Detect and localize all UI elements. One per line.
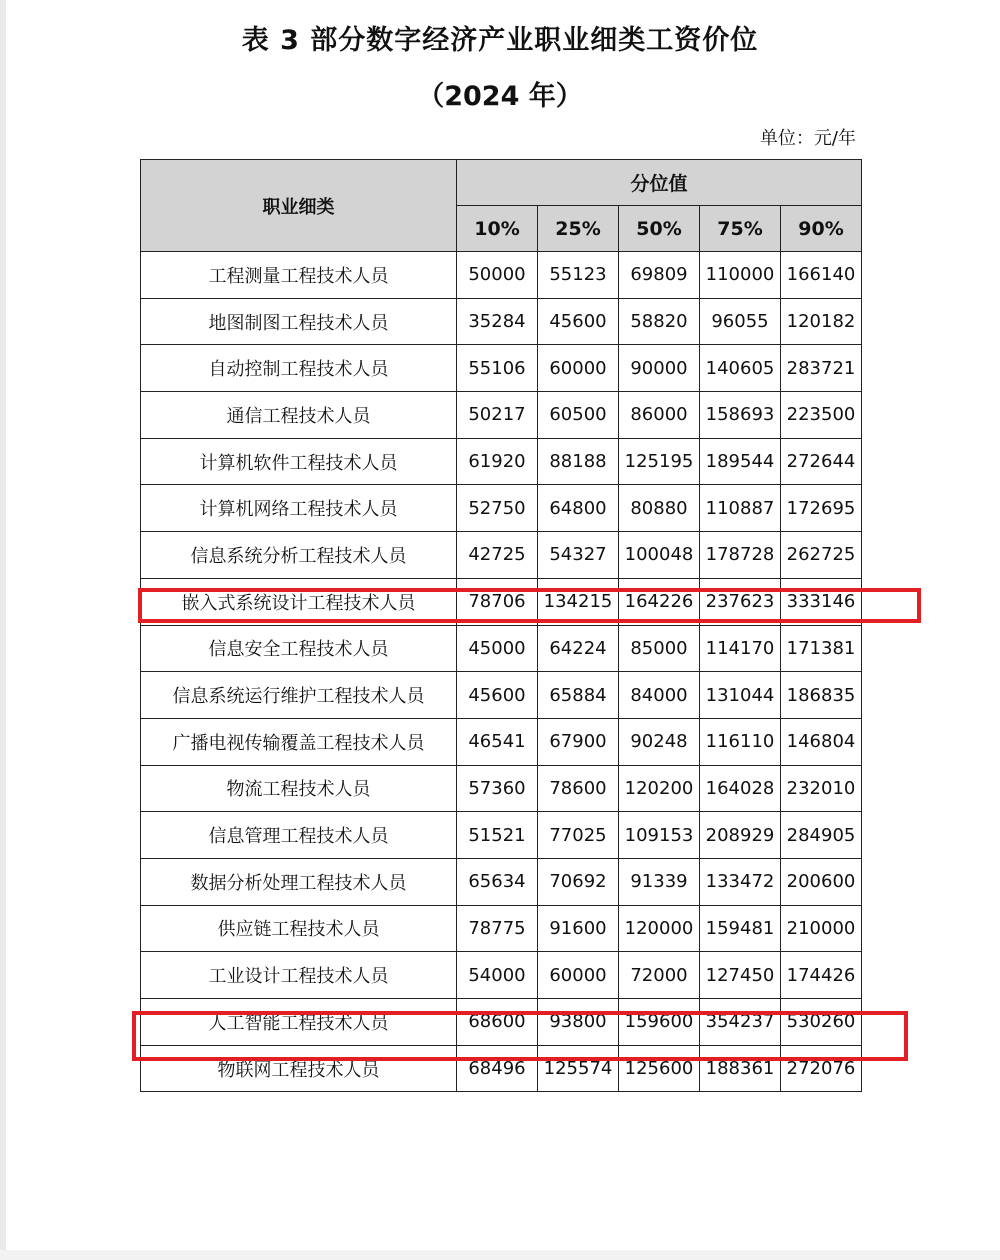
wage-value: 131044 [700, 672, 781, 719]
wage-value: 78706 [457, 578, 538, 625]
wage-value: 164226 [619, 578, 700, 625]
wage-value: 96055 [700, 298, 781, 345]
percentile-header: 25% [538, 206, 619, 252]
wage-value: 186835 [781, 672, 862, 719]
wage-value: 110887 [700, 485, 781, 532]
wage-value: 272076 [781, 1045, 862, 1092]
wage-value: 164028 [700, 765, 781, 812]
wage-value: 55106 [457, 345, 538, 392]
wage-value: 333146 [781, 578, 862, 625]
wage-value: 354237 [700, 999, 781, 1046]
table-subtitle: （2024 年） [417, 81, 583, 112]
wage-value: 68600 [457, 999, 538, 1046]
wage-value: 200600 [781, 858, 862, 905]
page-left-edge [0, 0, 6, 1260]
occupation-name: 物联网工程技术人员 [141, 1045, 457, 1092]
wage-value: 51521 [457, 812, 538, 859]
occupation-name: 人工智能工程技术人员 [141, 999, 457, 1046]
wage-value: 223500 [781, 392, 862, 439]
occupation-name: 计算机软件工程技术人员 [141, 438, 457, 485]
wage-value: 134215 [538, 578, 619, 625]
wage-value: 50000 [457, 252, 538, 299]
wage-value: 45600 [538, 298, 619, 345]
wage-value: 85000 [619, 625, 700, 672]
wage-value: 120000 [619, 905, 700, 952]
wage-value: 72000 [619, 952, 700, 999]
highlight-box-ai [132, 1011, 908, 1061]
table-title: 表 3 部分数字经济产业职业细类工资价位 [241, 25, 759, 56]
percentile-header: 50% [619, 206, 700, 252]
occupation-name: 信息安全工程技术人员 [141, 625, 457, 672]
occupation-name: 供应链工程技术人员 [141, 905, 457, 952]
wage-value: 109153 [619, 812, 700, 859]
wage-value: 178728 [700, 532, 781, 579]
wage-value: 174426 [781, 952, 862, 999]
wage-value: 68496 [457, 1045, 538, 1092]
table-row [141, 672, 862, 719]
table-row [141, 905, 862, 952]
wage-value: 80880 [619, 485, 700, 532]
wage-value: 120200 [619, 765, 700, 812]
percentile-group-header: 分位值 [457, 160, 862, 206]
wage-value: 283721 [781, 345, 862, 392]
wage-value: 91339 [619, 858, 700, 905]
wage-value: 90248 [619, 718, 700, 765]
wage-value: 35284 [457, 298, 538, 345]
table-row [141, 625, 862, 672]
wage-value: 127450 [700, 952, 781, 999]
wage-value: 69809 [619, 252, 700, 299]
wage-value: 159481 [700, 905, 781, 952]
wage-value: 284905 [781, 812, 862, 859]
occupation-name: 信息系统分析工程技术人员 [141, 532, 457, 579]
wage-value: 125195 [619, 438, 700, 485]
wage-value: 208929 [700, 812, 781, 859]
occupation-name: 信息系统运行维护工程技术人员 [141, 672, 457, 719]
wage-value: 188361 [700, 1045, 781, 1092]
wage-value: 100048 [619, 532, 700, 579]
wage-value: 110000 [700, 252, 781, 299]
wage-value: 78775 [457, 905, 538, 952]
wage-value: 93800 [538, 999, 619, 1046]
wage-value: 530260 [781, 999, 862, 1046]
wage-value: 70692 [538, 858, 619, 905]
wage-value: 140605 [700, 345, 781, 392]
table-row [141, 438, 862, 485]
wage-value: 65884 [538, 672, 619, 719]
table-row [141, 765, 862, 812]
wage-value: 60000 [538, 345, 619, 392]
occupation-name: 数据分析处理工程技术人员 [141, 858, 457, 905]
wage-value: 60500 [538, 392, 619, 439]
wage-value: 77025 [538, 812, 619, 859]
wage-value: 114170 [700, 625, 781, 672]
occupation-name: 地图制图工程技术人员 [141, 298, 457, 345]
occupation-name: 嵌入式系统设计工程技术人员 [141, 578, 457, 625]
percentile-header: 10% [457, 206, 538, 252]
wage-value: 125600 [619, 1045, 700, 1092]
wage-value: 171381 [781, 625, 862, 672]
table-row [141, 252, 862, 299]
wage-value: 50217 [457, 392, 538, 439]
unit-label: 单位：元/年 [759, 128, 856, 149]
wage-value: 64224 [538, 625, 619, 672]
wage-value: 65634 [457, 858, 538, 905]
wage-value: 232010 [781, 765, 862, 812]
occupation-name: 计算机网络工程技术人员 [141, 485, 457, 532]
wage-table [140, 159, 862, 1092]
page-bottom-edge [0, 1250, 1000, 1260]
wage-value: 45000 [457, 625, 538, 672]
wage-value: 57360 [457, 765, 538, 812]
percentile-header: 75% [700, 206, 781, 252]
wage-value: 172695 [781, 485, 862, 532]
wage-value: 146804 [781, 718, 862, 765]
wage-value: 91600 [538, 905, 619, 952]
wage-value: 210000 [781, 905, 862, 952]
occupation-name: 工业设计工程技术人员 [141, 952, 457, 999]
wage-value: 45600 [457, 672, 538, 719]
wage-value: 189544 [700, 438, 781, 485]
wage-value: 237623 [700, 578, 781, 625]
wage-value: 64800 [538, 485, 619, 532]
table-row [141, 345, 862, 392]
wage-value: 46541 [457, 718, 538, 765]
table-row [141, 298, 862, 345]
percentile-header: 90% [781, 206, 862, 252]
table-row [141, 392, 862, 439]
wage-value: 86000 [619, 392, 700, 439]
wage-value: 120182 [781, 298, 862, 345]
wage-value: 116110 [700, 718, 781, 765]
wage-value: 90000 [619, 345, 700, 392]
occupation-name: 自动控制工程技术人员 [141, 345, 457, 392]
wage-value: 166140 [781, 252, 862, 299]
highlight-box-embedded [138, 588, 921, 623]
wage-value: 61920 [457, 438, 538, 485]
occupation-name: 通信工程技术人员 [141, 392, 457, 439]
wage-value: 125574 [538, 1045, 619, 1092]
occupation-name: 物流工程技术人员 [141, 765, 457, 812]
table-row [141, 812, 862, 859]
wage-value: 52750 [457, 485, 538, 532]
wage-value: 133472 [700, 858, 781, 905]
wage-value: 158693 [700, 392, 781, 439]
table-row [141, 952, 862, 999]
occupation-name: 工程测量工程技术人员 [141, 252, 457, 299]
wage-value: 159600 [619, 999, 700, 1046]
wage-value: 262725 [781, 532, 862, 579]
occupation-name: 广播电视传输覆盖工程技术人员 [141, 718, 457, 765]
table-row [141, 532, 862, 579]
wage-value: 67900 [538, 718, 619, 765]
table-row [141, 718, 862, 765]
table-row [141, 858, 862, 905]
occupation-name: 信息管理工程技术人员 [141, 812, 457, 859]
wage-value: 84000 [619, 672, 700, 719]
wage-value: 55123 [538, 252, 619, 299]
wage-value: 272644 [781, 438, 862, 485]
occupation-column-header: 职业细类 [141, 160, 457, 252]
wage-value: 60000 [538, 952, 619, 999]
wage-value: 54000 [457, 952, 538, 999]
table-row [141, 485, 862, 532]
wage-value: 54327 [538, 532, 619, 579]
wage-value: 88188 [538, 438, 619, 485]
wage-value: 42725 [457, 532, 538, 579]
wage-value: 58820 [619, 298, 700, 345]
wage-value: 78600 [538, 765, 619, 812]
